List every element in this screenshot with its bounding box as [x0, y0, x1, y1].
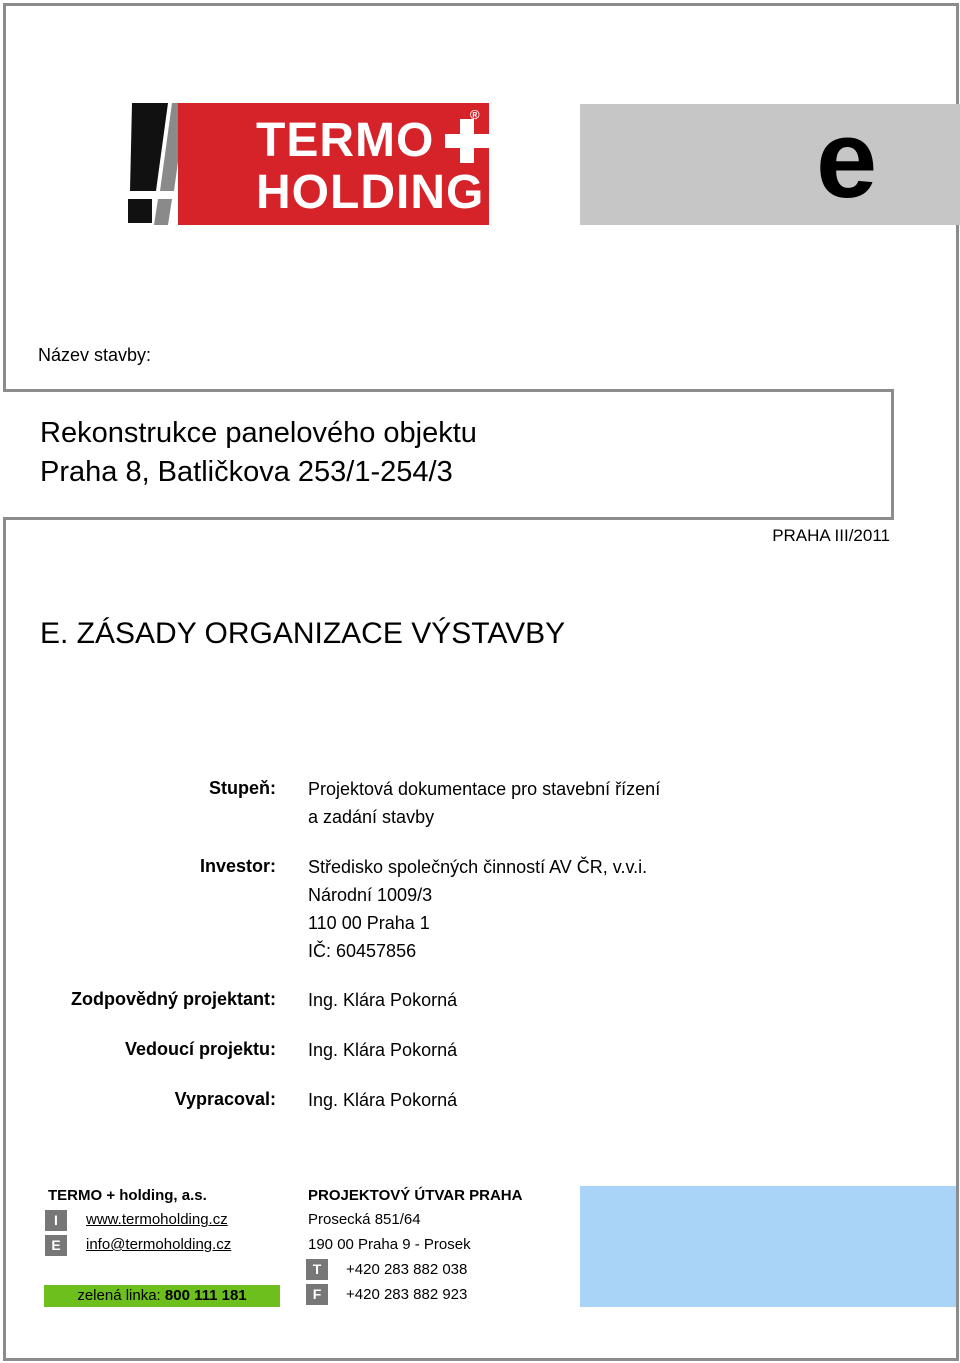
responsible-designer-value: Ing. Klára Pokorná: [308, 990, 458, 1010]
hotline-label: zelená linka:: [77, 1287, 161, 1304]
phone-badge: T: [306, 1259, 328, 1280]
footer-department: PROJEKTOVÝ ÚTVAR PRAHA: [308, 1187, 523, 1204]
footer-blue-box: [580, 1186, 956, 1307]
web-badge: I: [45, 1210, 67, 1231]
email-link[interactable]: info@termoholding.cz: [86, 1236, 232, 1253]
email-badge: E: [45, 1235, 67, 1256]
stage-value: [308, 775, 660, 831]
hotline-number: 800 111 181: [164, 1287, 247, 1304]
stage-value-line: a zadání stavby: [308, 807, 435, 827]
fax-badge: F: [306, 1284, 328, 1305]
logo-red-block: [178, 103, 489, 225]
responsible-designer-label: Zodpovědný projektant:: [70, 989, 276, 1009]
investor-line: IČ: 60457856: [308, 941, 417, 961]
section-title: E. ZÁSADY ORGANIZACE VÝSTAVBY: [40, 617, 566, 650]
hotline-bar: [44, 1285, 280, 1307]
project-title-line1: Rekonstrukce panelového objektu: [40, 417, 477, 449]
plus-cross-icon: [445, 119, 489, 163]
section-letter: e: [816, 98, 878, 221]
document-date: PRAHA III/2011: [772, 526, 890, 545]
project-title-line2: Praha 8, Batličkova 253/1-254/3: [40, 456, 453, 488]
registered-mark: ®: [470, 107, 480, 122]
address-line2: 190 00 Praha 9 - Prosek: [308, 1236, 471, 1253]
logo-text-holding: HOLDING: [256, 166, 485, 219]
investor-label: Investor:: [199, 856, 276, 876]
investor-line: Středisko společných činností AV ČR, v.v.i.: [308, 857, 648, 877]
logo-text-termo: TERMO: [256, 114, 435, 167]
investor-line: Národní 1009/3: [308, 885, 433, 905]
investor-value: [308, 853, 647, 965]
phone-number: +420 283 882 038: [346, 1261, 468, 1278]
prepared-by-label: Vypracoval:: [174, 1089, 276, 1109]
termo-holding-logo: [128, 103, 489, 225]
stage-value-line: Projektová dokumentace pro stavební řízení: [308, 779, 661, 799]
footer-company-name: TERMO + holding, a.s.: [48, 1187, 207, 1204]
investor-line: 110 00 Praha 1: [308, 913, 430, 933]
prepared-by-value: Ing. Klára Pokorná: [308, 1090, 458, 1110]
project-name-label: Název stavby:: [38, 345, 152, 365]
project-leader-label: Vedoucí projektu:: [124, 1039, 276, 1059]
project-title-box: [3, 389, 894, 520]
section-letter-tab: [580, 98, 960, 225]
fax-number: +420 283 882 923: [346, 1286, 468, 1303]
stage-label: Stupeň:: [209, 778, 276, 798]
project-leader-value: Ing. Klára Pokorná: [308, 1040, 458, 1060]
website-link[interactable]: www.termoholding.cz: [86, 1211, 228, 1228]
address-line1: Prosecká 851/64: [308, 1211, 421, 1228]
